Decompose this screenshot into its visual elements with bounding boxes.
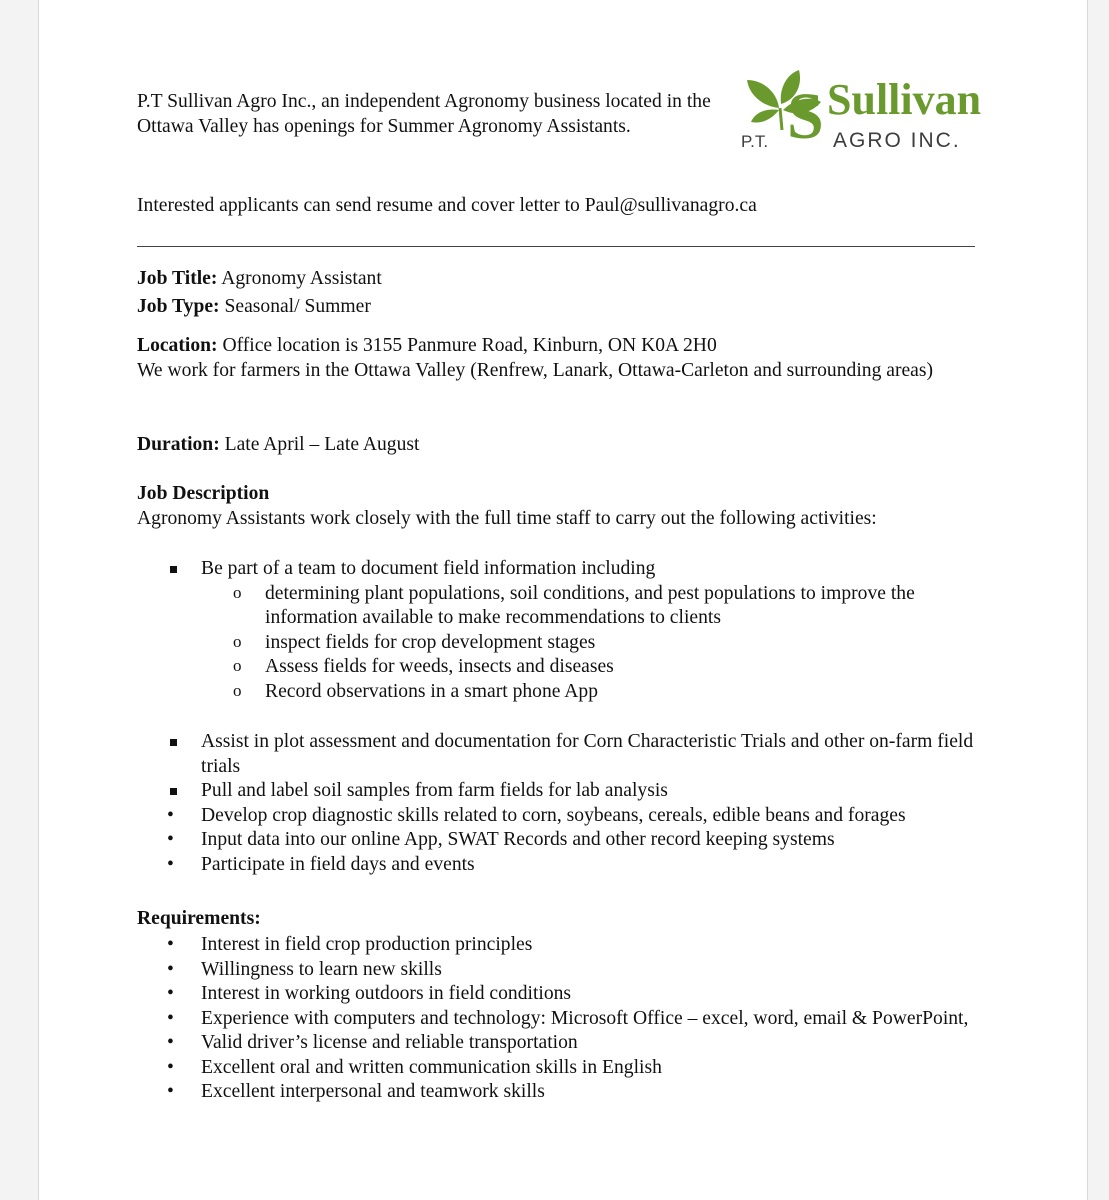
dot-bullet-icon: • [167, 1007, 174, 1029]
circle-bullet-icon: o [233, 656, 242, 675]
svg-text:S: S [787, 80, 824, 153]
circle-bullet-icon: o [233, 680, 242, 700]
list-item: • Participate in field days and events [137, 853, 975, 878]
dot-bullet-icon: • [167, 958, 174, 980]
job-title-line [137, 267, 975, 292]
circle-bullet-icon: o [233, 582, 242, 602]
job-type-label: Job Type: [137, 296, 220, 317]
location-value: Office location is 3155 Panmure Road, Kinburn, ON K0A 2H0 [217, 335, 717, 356]
sullivan-agro-logo [741, 68, 985, 154]
list-item: • Interest in working outdoors in field conditions [137, 982, 975, 1007]
requirements-list [137, 933, 975, 1105]
sub-list-item: o Assess fields for weeds, insects and diseases [233, 656, 614, 677]
logo-prefix: P.T. [741, 132, 769, 151]
location-label: Location: [137, 335, 218, 356]
list-item: • Excellent interpersonal and teamwork skills [137, 1080, 975, 1105]
list-item: Pull and label soil samples from farm fields for lab analysis [137, 779, 975, 804]
intro-paragraph: P.T Sullivan Agro Inc., an independent Agronomy business located in the Ottawa Valley has openings for Summer Agronomy Assistants. [137, 91, 711, 137]
dot-bullet-icon: • [167, 1081, 174, 1102]
dot-bullet-icon: • [167, 983, 174, 1004]
dot-bullet-icon: • [167, 804, 174, 826]
apply-instructions: Interested applicants can send resume and cover letter to Paul@sullivanagro.ca [137, 195, 757, 216]
duration-label: Duration: [137, 434, 220, 455]
list-item: • Input data into our online App, SWAT Records and other record keeping systems [137, 828, 975, 853]
divider [137, 246, 975, 247]
logo-suffix: AGRO INC. [833, 129, 961, 152]
job-description-intro: Agronomy Assistants work closely with the full time staff to carry out the following activities: [137, 508, 877, 529]
list-item: • Develop crop diagnostic skills related to corn, soybeans, cereals, edible beans and forages [137, 804, 975, 829]
sub-list-item: o inspect fields for crop development stages [233, 631, 596, 653]
dot-bullet-icon: • [167, 1032, 174, 1053]
duration-value: Late April – Late August [219, 434, 420, 455]
list-item: • Willingness to learn new skills [137, 958, 975, 983]
sub-list-item: o Record observations in a smart phone App [233, 680, 599, 702]
square-bullet-icon [170, 788, 177, 795]
document-page [38, 0, 1088, 1200]
job-type-value: Seasonal/ Summer [219, 296, 371, 317]
dot-bullet-icon: • [167, 1056, 174, 1078]
location-line [137, 334, 975, 359]
list-item: • Excellent oral and written communication skills in English [137, 1056, 975, 1081]
square-bullet-icon [170, 739, 177, 746]
list-item: • Interest in field crop production principles [137, 933, 975, 958]
list-item: Be part of a team to document field information including [137, 557, 975, 582]
job-type-line [137, 295, 975, 320]
job-title-label: Job Title: [137, 268, 218, 289]
dot-bullet-icon: • [167, 853, 174, 875]
duration-line [137, 433, 975, 458]
dot-bullet-icon: • [167, 934, 174, 955]
job-title-value: Agronomy Assistant [217, 268, 382, 289]
circle-bullet-icon: o [233, 631, 242, 651]
square-bullet-icon [170, 566, 177, 573]
list-item: • Valid driver’s license and reliable transportation [137, 1031, 975, 1056]
location-note: We work for farmers in the Ottawa Valley (Renfrew, Lanark, Ottawa-Carleton and surrounding areas) [137, 360, 934, 381]
activities-list-continued [137, 730, 975, 877]
requirements-heading: Requirements: [137, 908, 261, 929]
dot-bullet-icon: • [167, 829, 174, 850]
activities-list [137, 557, 975, 704]
sub-list-item: o determining plant populations, soil conditions, and pest populations to improve the information available to make recommendations to clients [233, 582, 915, 628]
job-description-heading: Job Description [137, 483, 270, 504]
list-item: • Experience with computers and technology: Microsoft Office – excel, word, email & PowerPoint, [137, 1007, 975, 1032]
list-item: Assist in plot assessment and documentation for Corn Characteristic Trials and other on-farm field trials [137, 730, 975, 779]
logo-name: Sullivan [827, 75, 982, 124]
